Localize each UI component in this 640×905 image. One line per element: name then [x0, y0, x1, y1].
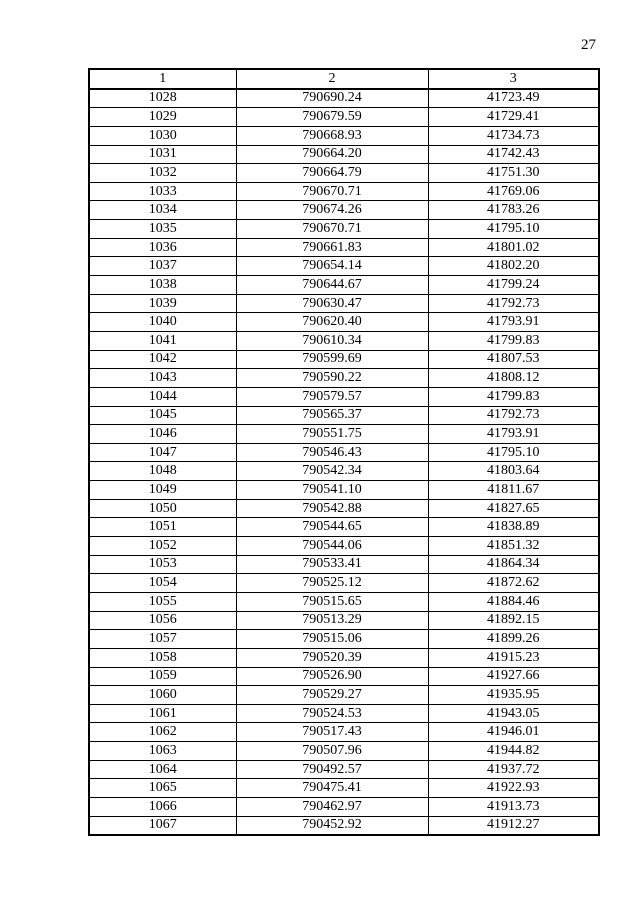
y-coordinate-cell: 41783.26 — [428, 201, 599, 220]
point-number-cell: 1063 — [89, 742, 236, 761]
x-coordinate-cell: 790526.90 — [236, 667, 428, 686]
table-row — [89, 201, 599, 220]
point-number-cell: 1045 — [89, 406, 236, 425]
x-coordinate-cell: 790620.40 — [236, 313, 428, 332]
point-number-cell: 1043 — [89, 369, 236, 388]
table-row — [89, 667, 599, 686]
point-number-cell: 1040 — [89, 313, 236, 332]
x-coordinate-cell: 790515.06 — [236, 630, 428, 649]
point-number-cell: 1055 — [89, 592, 236, 611]
y-coordinate-cell: 41751.30 — [428, 164, 599, 183]
point-number-cell: 1065 — [89, 779, 236, 798]
x-coordinate-cell: 790517.43 — [236, 723, 428, 742]
y-coordinate-cell: 41937.72 — [428, 760, 599, 779]
y-coordinate-cell: 41723.49 — [428, 89, 599, 108]
x-coordinate-cell: 790690.24 — [236, 89, 428, 108]
point-number-cell: 1039 — [89, 294, 236, 313]
y-coordinate-cell: 41742.43 — [428, 145, 599, 164]
table-row — [89, 499, 599, 518]
point-number-cell: 1035 — [89, 220, 236, 239]
table-row — [89, 723, 599, 742]
x-coordinate-cell: 790524.53 — [236, 704, 428, 723]
x-coordinate-cell: 790565.37 — [236, 406, 428, 425]
table-header-row — [89, 69, 599, 89]
x-coordinate-cell: 790546.43 — [236, 443, 428, 462]
point-number-cell: 1067 — [89, 816, 236, 835]
x-coordinate-cell: 790644.67 — [236, 276, 428, 295]
point-number-cell: 1051 — [89, 518, 236, 537]
table-row — [89, 331, 599, 350]
table-row — [89, 518, 599, 537]
y-coordinate-cell: 41769.06 — [428, 182, 599, 201]
y-coordinate-cell: 41803.64 — [428, 462, 599, 481]
point-number-cell: 1050 — [89, 499, 236, 518]
x-coordinate-cell: 790668.93 — [236, 126, 428, 145]
y-coordinate-cell: 41807.53 — [428, 350, 599, 369]
x-coordinate-cell: 790599.69 — [236, 350, 428, 369]
point-number-cell: 1030 — [89, 126, 236, 145]
y-coordinate-cell: 41912.27 — [428, 816, 599, 835]
point-number-cell: 1059 — [89, 667, 236, 686]
y-coordinate-cell: 41799.83 — [428, 331, 599, 350]
point-number-cell: 1042 — [89, 350, 236, 369]
x-coordinate-cell: 790507.96 — [236, 742, 428, 761]
y-coordinate-cell: 41922.93 — [428, 779, 599, 798]
point-number-cell: 1064 — [89, 760, 236, 779]
table-row — [89, 276, 599, 295]
y-coordinate-cell: 41793.91 — [428, 425, 599, 444]
table-row — [89, 481, 599, 500]
table-row — [89, 462, 599, 481]
table-row — [89, 425, 599, 444]
point-number-cell: 1060 — [89, 686, 236, 705]
page-number: 27 — [581, 37, 596, 53]
x-coordinate-cell: 790544.65 — [236, 518, 428, 537]
table-row — [89, 164, 599, 183]
point-number-cell: 1052 — [89, 537, 236, 556]
point-number-cell: 1036 — [89, 238, 236, 257]
column-header-2: 2 — [236, 69, 428, 89]
x-coordinate-cell: 790529.27 — [236, 686, 428, 705]
y-coordinate-cell: 41811.67 — [428, 481, 599, 500]
table-row — [89, 443, 599, 462]
x-coordinate-cell: 790541.10 — [236, 481, 428, 500]
x-coordinate-cell: 790664.20 — [236, 145, 428, 164]
x-coordinate-cell: 790551.75 — [236, 425, 428, 444]
point-number-cell: 1038 — [89, 276, 236, 295]
x-coordinate-cell: 790515.65 — [236, 592, 428, 611]
table-row — [89, 108, 599, 127]
y-coordinate-cell: 41944.82 — [428, 742, 599, 761]
table-row — [89, 648, 599, 667]
point-number-cell: 1048 — [89, 462, 236, 481]
y-coordinate-cell: 41943.05 — [428, 704, 599, 723]
x-coordinate-cell: 790544.06 — [236, 537, 428, 556]
x-coordinate-cell: 790533.41 — [236, 555, 428, 574]
table-row — [89, 574, 599, 593]
table-row — [89, 797, 599, 816]
point-number-cell: 1061 — [89, 704, 236, 723]
point-number-cell: 1057 — [89, 630, 236, 649]
x-coordinate-cell: 790542.34 — [236, 462, 428, 481]
x-coordinate-cell: 790664.79 — [236, 164, 428, 183]
point-number-cell: 1031 — [89, 145, 236, 164]
table-row — [89, 145, 599, 164]
x-coordinate-cell: 790452.92 — [236, 816, 428, 835]
coordinates-table — [88, 68, 600, 836]
table-row — [89, 182, 599, 201]
table-row — [89, 238, 599, 257]
y-coordinate-cell: 41729.41 — [428, 108, 599, 127]
table-row — [89, 313, 599, 332]
y-coordinate-cell: 41884.46 — [428, 592, 599, 611]
x-coordinate-cell: 790674.26 — [236, 201, 428, 220]
table-row — [89, 704, 599, 723]
x-coordinate-cell: 790492.57 — [236, 760, 428, 779]
x-coordinate-cell: 790590.22 — [236, 369, 428, 388]
point-number-cell: 1037 — [89, 257, 236, 276]
y-coordinate-cell: 41872.62 — [428, 574, 599, 593]
x-coordinate-cell: 790630.47 — [236, 294, 428, 313]
x-coordinate-cell: 790462.97 — [236, 797, 428, 816]
point-number-cell: 1056 — [89, 611, 236, 630]
y-coordinate-cell: 41892.15 — [428, 611, 599, 630]
table-row — [89, 760, 599, 779]
y-coordinate-cell: 41792.73 — [428, 406, 599, 425]
point-number-cell: 1034 — [89, 201, 236, 220]
y-coordinate-cell: 41795.10 — [428, 443, 599, 462]
x-coordinate-cell: 790579.57 — [236, 387, 428, 406]
point-number-cell: 1066 — [89, 797, 236, 816]
x-coordinate-cell: 790542.88 — [236, 499, 428, 518]
y-coordinate-cell: 41792.73 — [428, 294, 599, 313]
point-number-cell: 1041 — [89, 331, 236, 350]
table-row — [89, 369, 599, 388]
table-row — [89, 630, 599, 649]
point-number-cell: 1053 — [89, 555, 236, 574]
x-coordinate-cell: 790679.59 — [236, 108, 428, 127]
table-row — [89, 294, 599, 313]
x-coordinate-cell: 790661.83 — [236, 238, 428, 257]
y-coordinate-cell: 41851.32 — [428, 537, 599, 556]
y-coordinate-cell: 41802.20 — [428, 257, 599, 276]
x-coordinate-cell: 790475.41 — [236, 779, 428, 798]
x-coordinate-cell: 790610.34 — [236, 331, 428, 350]
point-number-cell: 1054 — [89, 574, 236, 593]
x-coordinate-cell: 790513.29 — [236, 611, 428, 630]
x-coordinate-cell: 790670.71 — [236, 220, 428, 239]
table-body — [89, 89, 599, 836]
y-coordinate-cell: 41946.01 — [428, 723, 599, 742]
y-coordinate-cell: 41838.89 — [428, 518, 599, 537]
y-coordinate-cell: 41799.83 — [428, 387, 599, 406]
y-coordinate-cell: 41734.73 — [428, 126, 599, 145]
point-number-cell: 1028 — [89, 89, 236, 108]
x-coordinate-cell: 790670.71 — [236, 182, 428, 201]
point-number-cell: 1029 — [89, 108, 236, 127]
column-header-3: 3 — [428, 69, 599, 89]
table-row — [89, 537, 599, 556]
table-row — [89, 742, 599, 761]
y-coordinate-cell: 41808.12 — [428, 369, 599, 388]
table-row — [89, 779, 599, 798]
x-coordinate-cell: 790654.14 — [236, 257, 428, 276]
y-coordinate-cell: 41864.34 — [428, 555, 599, 574]
table-row — [89, 592, 599, 611]
x-coordinate-cell: 790520.39 — [236, 648, 428, 667]
table-row — [89, 350, 599, 369]
point-number-cell: 1032 — [89, 164, 236, 183]
point-number-cell: 1049 — [89, 481, 236, 500]
point-number-cell: 1047 — [89, 443, 236, 462]
x-coordinate-cell: 790525.12 — [236, 574, 428, 593]
table-row — [89, 220, 599, 239]
table-row — [89, 555, 599, 574]
table-row — [89, 257, 599, 276]
point-number-cell: 1044 — [89, 387, 236, 406]
table-row — [89, 816, 599, 835]
y-coordinate-cell: 41799.24 — [428, 276, 599, 295]
table-row — [89, 126, 599, 145]
table-row — [89, 89, 599, 108]
y-coordinate-cell: 41827.65 — [428, 499, 599, 518]
table-row — [89, 406, 599, 425]
table-header — [89, 69, 599, 89]
y-coordinate-cell: 41793.91 — [428, 313, 599, 332]
y-coordinate-cell: 41913.73 — [428, 797, 599, 816]
y-coordinate-cell: 41915.23 — [428, 648, 599, 667]
y-coordinate-cell: 41801.02 — [428, 238, 599, 257]
y-coordinate-cell: 41899.26 — [428, 630, 599, 649]
point-number-cell: 1062 — [89, 723, 236, 742]
y-coordinate-cell: 41927.66 — [428, 667, 599, 686]
point-number-cell: 1033 — [89, 182, 236, 201]
table-row — [89, 611, 599, 630]
y-coordinate-cell: 41795.10 — [428, 220, 599, 239]
table-row — [89, 686, 599, 705]
y-coordinate-cell: 41935.95 — [428, 686, 599, 705]
point-number-cell: 1058 — [89, 648, 236, 667]
point-number-cell: 1046 — [89, 425, 236, 444]
table-row — [89, 387, 599, 406]
column-header-1: 1 — [89, 69, 236, 89]
